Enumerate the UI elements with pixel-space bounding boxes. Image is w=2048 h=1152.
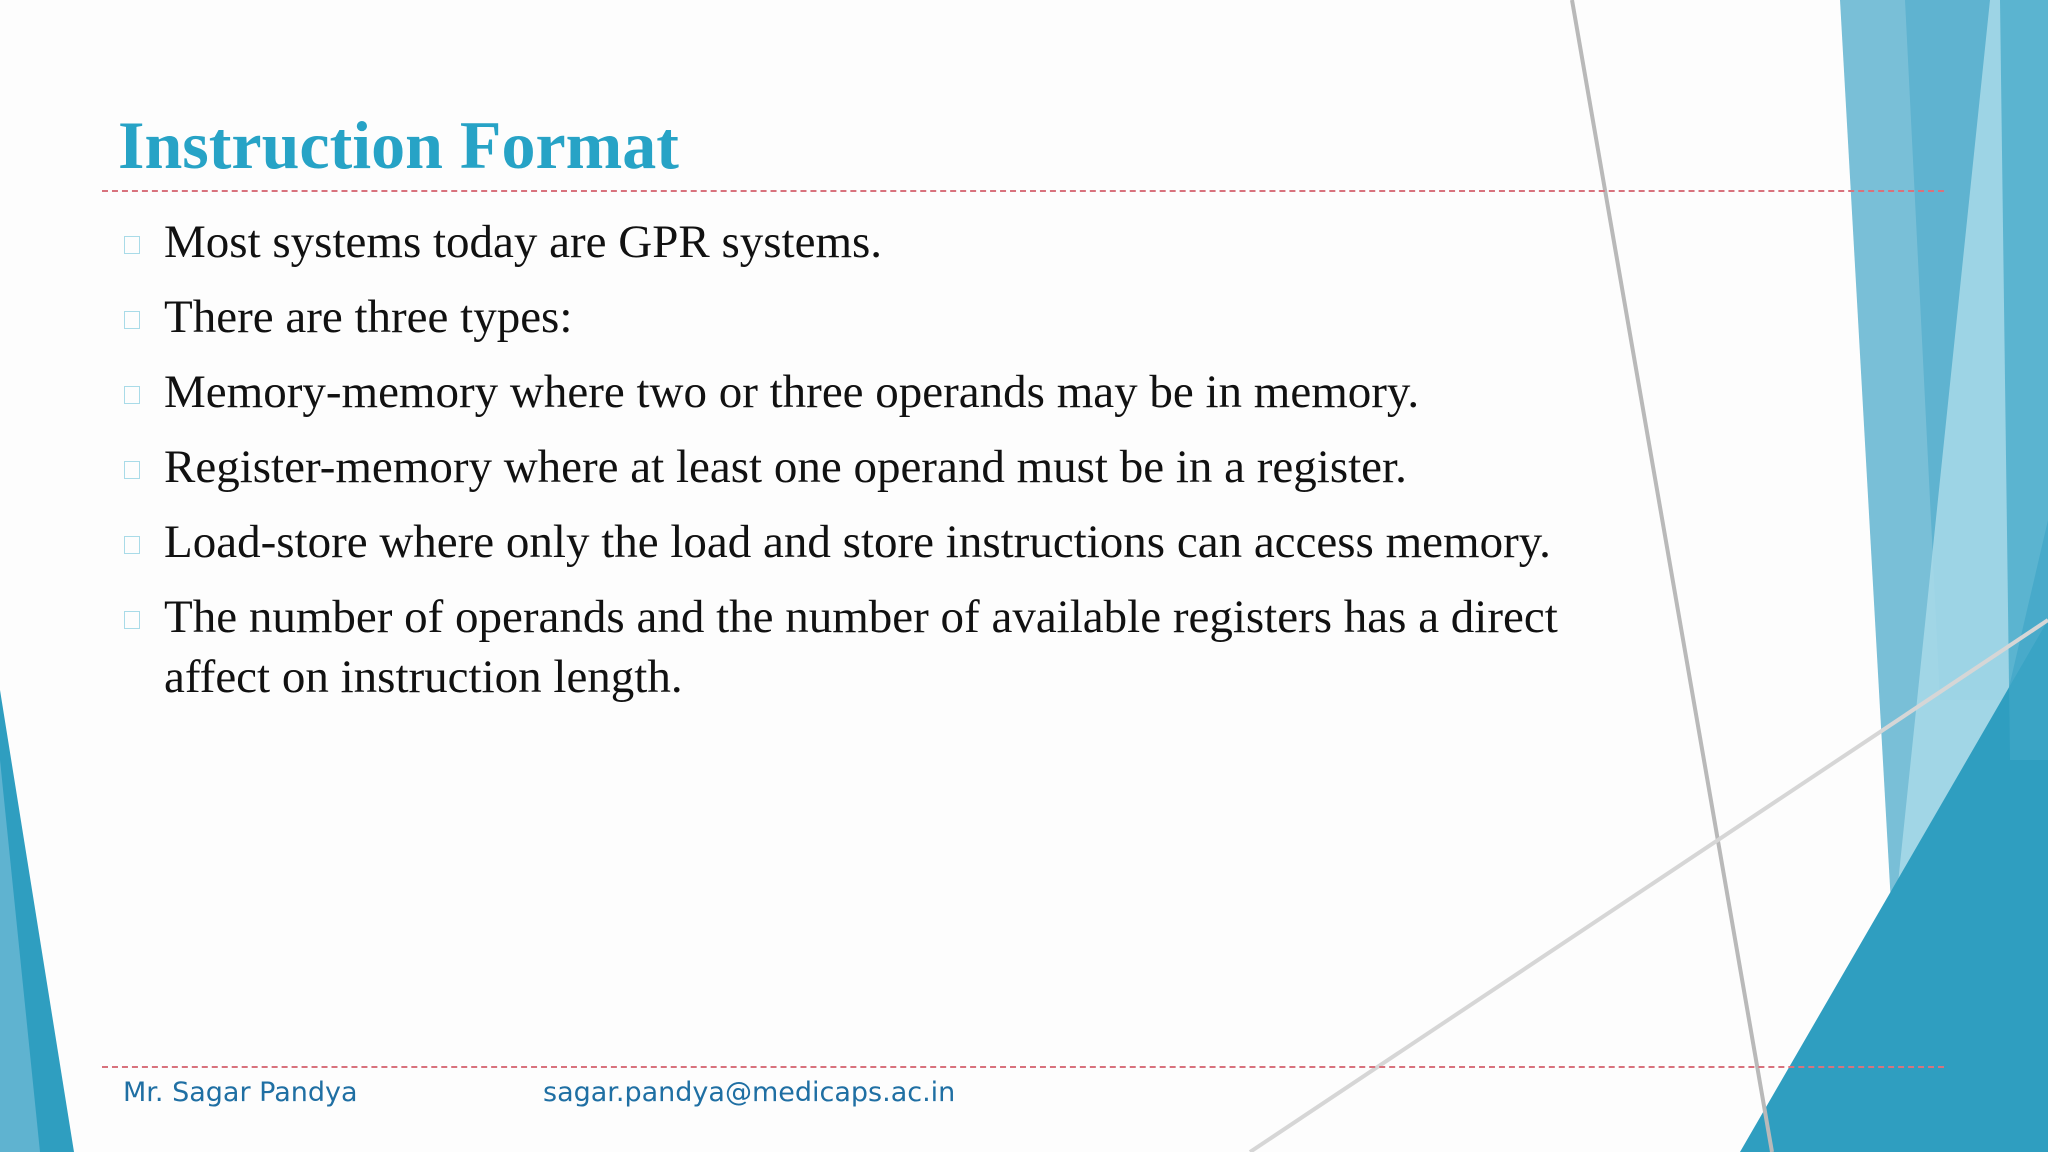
hollow-square-bullet-icon [124, 536, 140, 554]
footer-email: sagar.pandya@medicaps.ac.in [543, 1077, 956, 1108]
bullet-list [118, 212, 1588, 722]
title-divider [102, 190, 1944, 192]
hollow-square-bullet-icon [124, 236, 140, 254]
slide-title: Instruction Format [118, 107, 679, 183]
hollow-square-bullet-icon [124, 611, 140, 629]
hollow-square-bullet-icon [124, 461, 140, 479]
bullet-text: Most systems today are GPR systems. [164, 216, 883, 268]
hollow-square-bullet-icon [124, 386, 140, 404]
bullet-text: Memory-memory where two or three operands may be in memory. [164, 366, 1420, 418]
bullet-item [118, 437, 1588, 497]
footer-author: Mr. Sagar Pandya [123, 1077, 358, 1108]
hollow-square-bullet-icon [124, 311, 140, 329]
bullet-item [118, 362, 1588, 422]
bullet-text: Load-store where only the load and store instructions can access memory. [164, 516, 1551, 568]
bullet-item [118, 512, 1588, 572]
bullet-item [118, 212, 1588, 272]
bullet-item [118, 287, 1588, 347]
footer-divider [102, 1066, 1944, 1068]
bullet-text: Register-memory where at least one operand must be in a register. [164, 441, 1407, 493]
bullet-item [118, 587, 1588, 707]
diagonal-line-long [1572, 0, 1772, 1152]
bullet-text: There are three types: [164, 291, 573, 343]
bullet-text: The number of operands and the number of available registers has a direct affect on instruction length. [164, 591, 1558, 703]
